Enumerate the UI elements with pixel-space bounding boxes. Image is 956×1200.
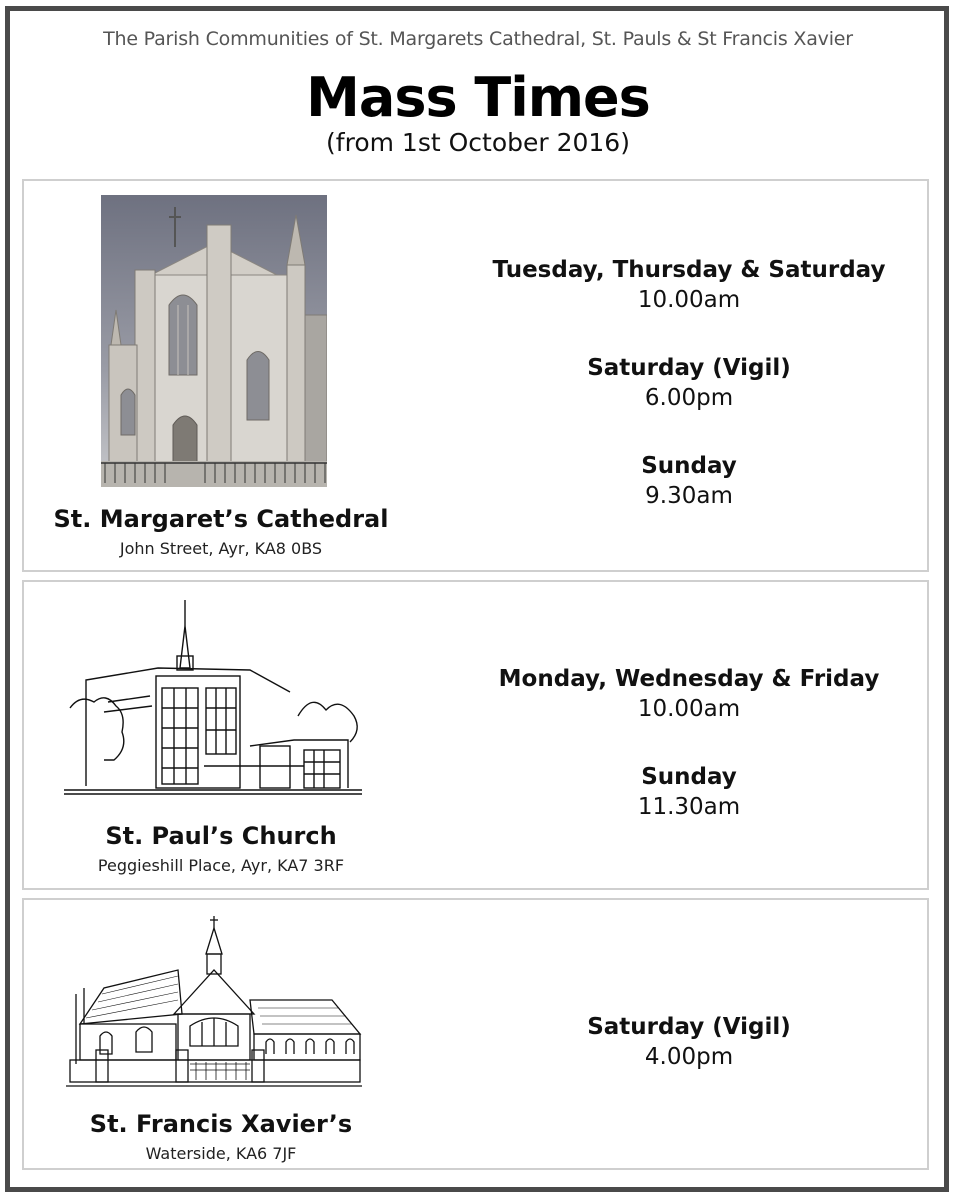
mass-time: 4.00pm bbox=[644, 1044, 734, 1070]
mass-day: Sunday bbox=[641, 453, 737, 479]
church-address: Peggieshill Place, Ayr, KA7 3RF bbox=[97, 856, 345, 875]
effective-date: (from 1st October 2016) bbox=[326, 128, 630, 157]
church-card-st-pauls bbox=[22, 580, 929, 890]
mass-day: Sunday bbox=[641, 764, 737, 790]
church-name: St. Paul’s Church bbox=[105, 822, 337, 850]
parish-subtitle: The Parish Communities of St. Margarets Cathedral, St. Pauls & St Francis Xavier bbox=[103, 28, 853, 50]
church-name: St. Margaret’s Cathedral bbox=[53, 505, 389, 533]
mass-schedule bbox=[479, 1012, 899, 1110]
church-sketch-image bbox=[64, 596, 364, 806]
mass-schedule bbox=[479, 255, 899, 549]
mass-day: Monday, Wednesday & Friday bbox=[498, 666, 880, 692]
mass-schedule bbox=[479, 664, 899, 860]
church-address: John Street, Ayr, KA8 0BS bbox=[119, 539, 323, 558]
mass-day: Saturday (Vigil) bbox=[587, 355, 791, 381]
mass-time: 10.00am bbox=[637, 696, 741, 722]
church-card-st-margarets bbox=[22, 179, 929, 572]
mass-time: 9.30am bbox=[645, 483, 733, 509]
church-address: Waterside, KA6 7JF bbox=[145, 1144, 297, 1163]
church-name: St. Francis Xavier’s bbox=[89, 1110, 353, 1138]
mass-time: 10.00am bbox=[637, 287, 741, 313]
page-title: Mass Times bbox=[306, 66, 650, 129]
church-sketch-image bbox=[66, 914, 362, 1094]
church-card-st-francis-xavier bbox=[22, 898, 929, 1170]
mass-day: Saturday (Vigil) bbox=[587, 1014, 791, 1040]
mass-time: 11.30am bbox=[637, 794, 741, 820]
mass-day: Tuesday, Thursday & Saturday bbox=[492, 257, 886, 283]
cathedral-image bbox=[101, 195, 327, 487]
mass-time: 6.00pm bbox=[644, 385, 734, 411]
